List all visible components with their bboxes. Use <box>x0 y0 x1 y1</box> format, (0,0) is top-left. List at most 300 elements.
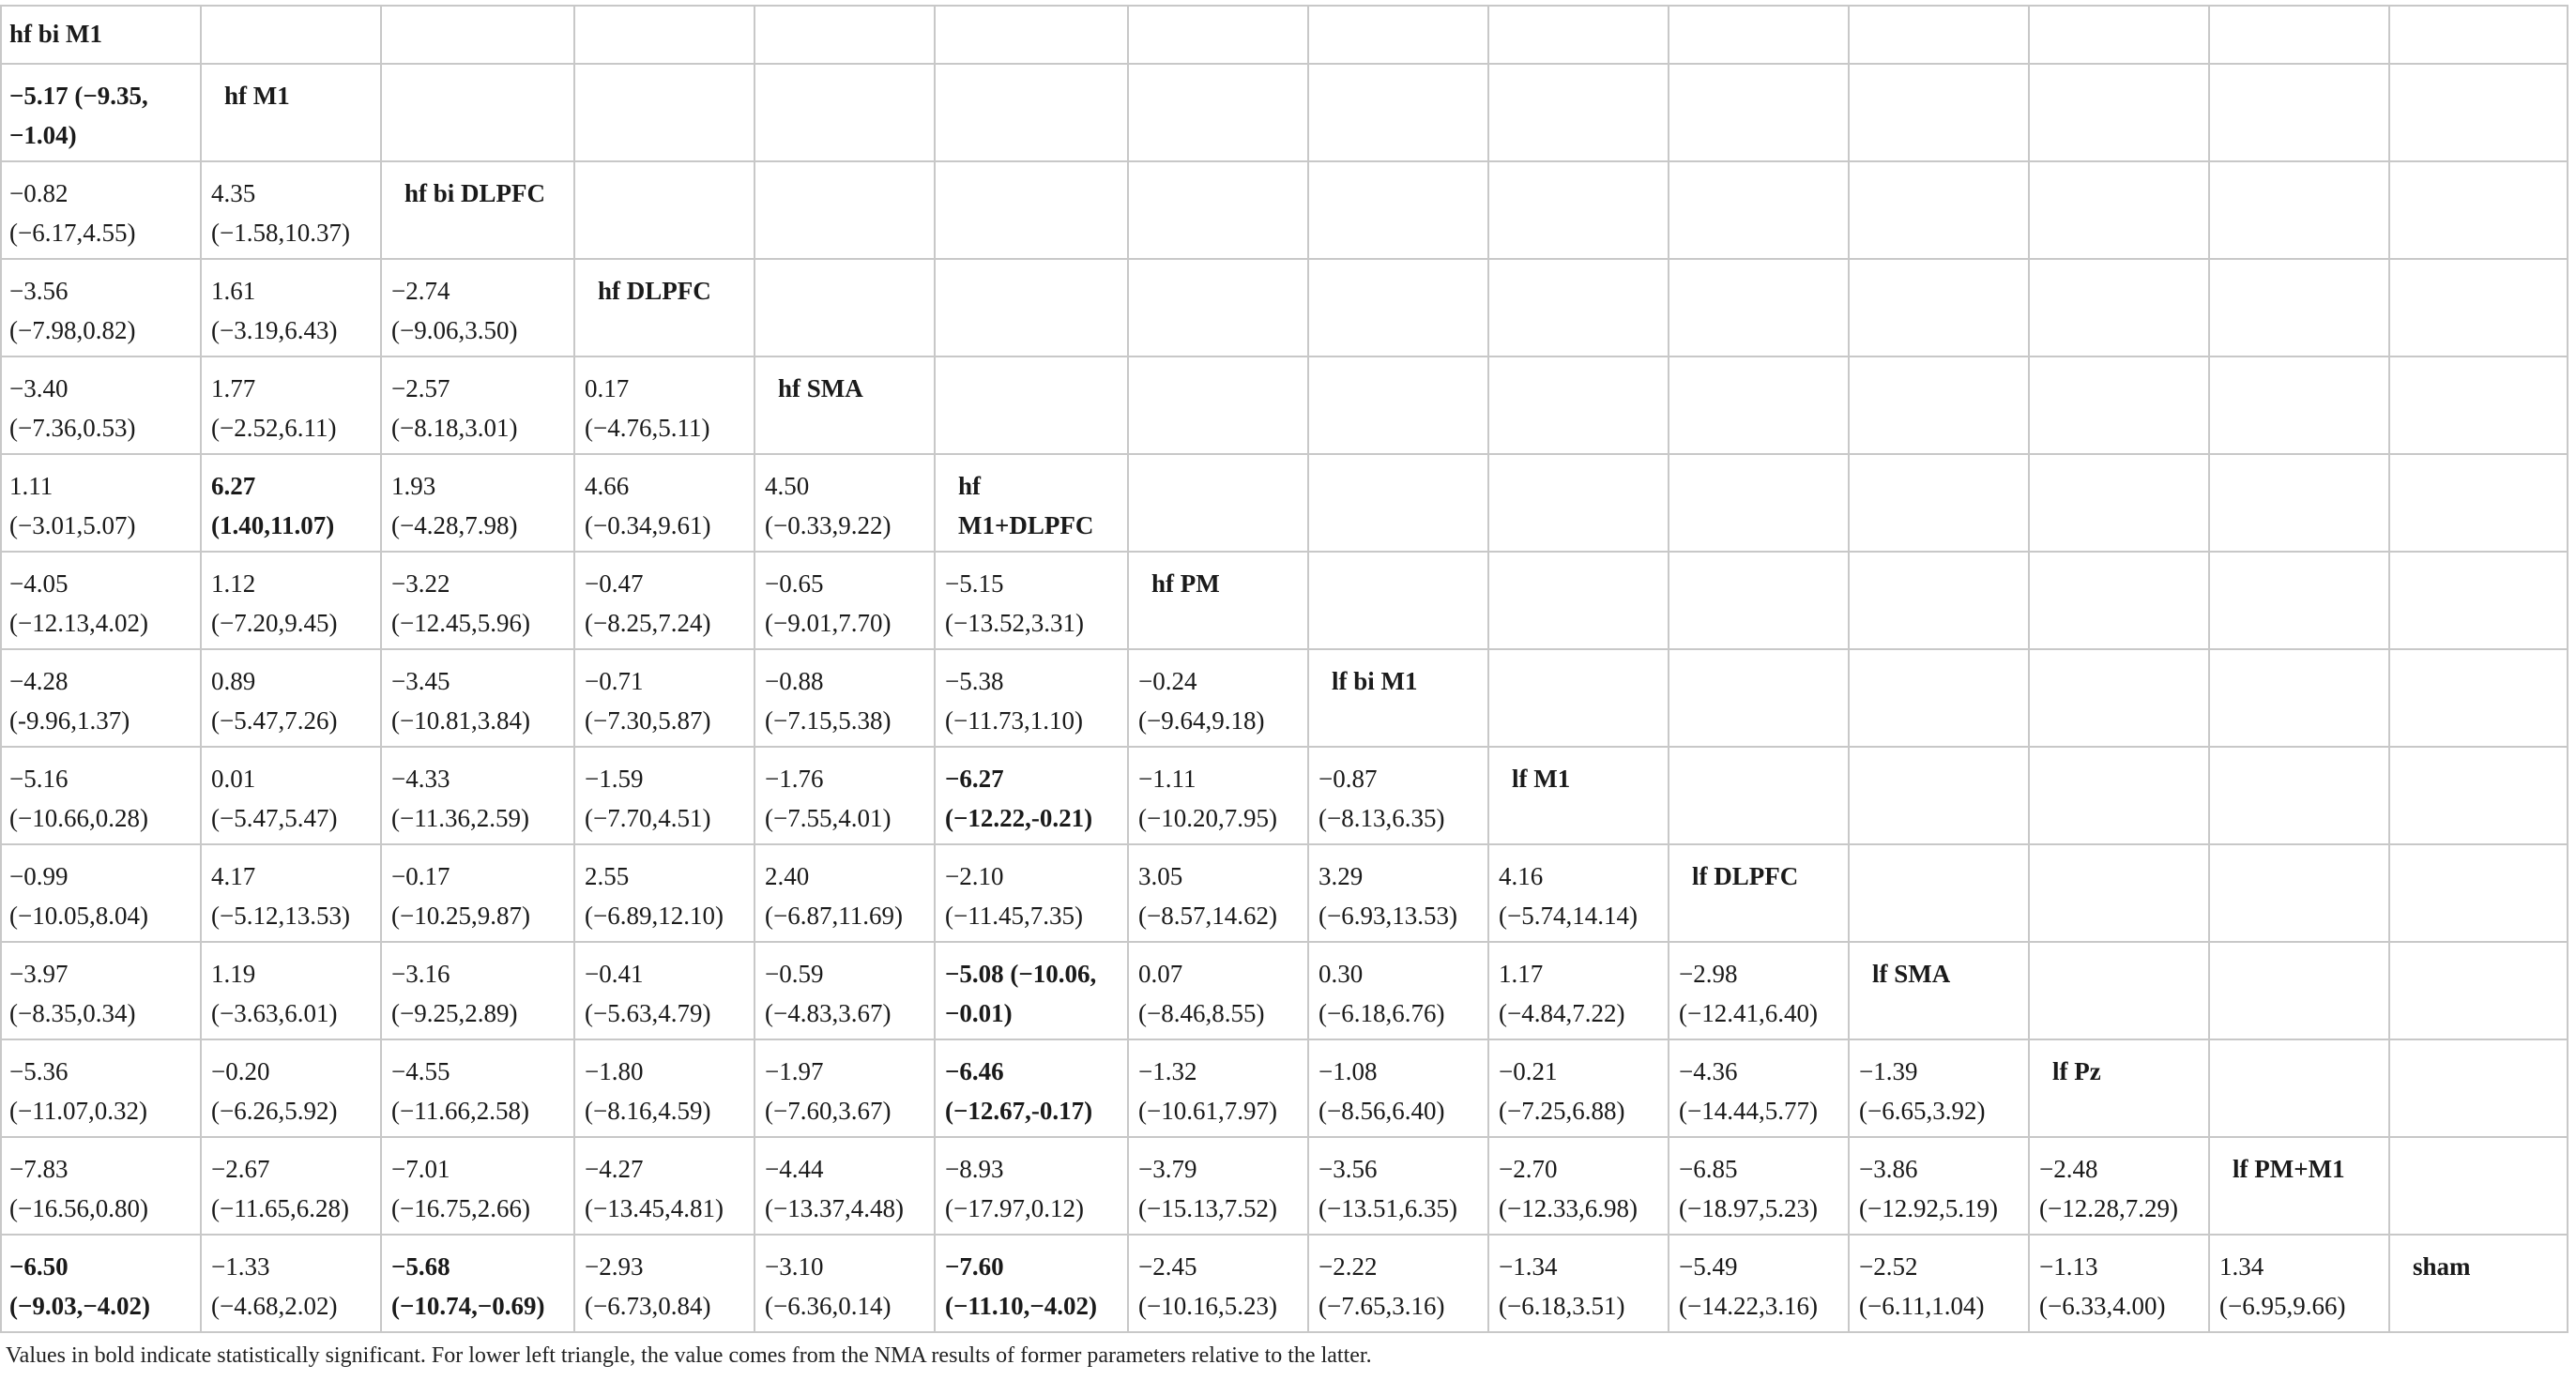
empty-cell <box>1849 64 2029 161</box>
confidence-interval: (−18.97,5.23) <box>1679 1194 1818 1222</box>
empty-cell <box>2389 6 2568 64</box>
empty-cell <box>1669 454 1849 552</box>
confidence-interval: (−13.37,4.48) <box>765 1194 904 1222</box>
confidence-interval: (−0.33,9.22) <box>765 511 892 539</box>
effect-estimate: −0.17 <box>391 862 450 890</box>
effect-estimate: −6.85 <box>1679 1155 1738 1183</box>
effect-estimate: −2.98 <box>1679 960 1738 988</box>
empty-cell <box>2389 1039 2568 1137</box>
effect-estimate: −3.16 <box>391 960 450 988</box>
confidence-interval: (−6.87,11.69) <box>765 902 903 930</box>
comparison-cell <box>1308 747 1488 844</box>
confidence-interval: (−7.20,9.45) <box>211 609 338 637</box>
effect-estimate: 3.29 <box>1318 862 1364 890</box>
table-row <box>1 6 2568 64</box>
empty-cell <box>2029 64 2209 161</box>
effect-estimate: −1.80 <box>585 1057 644 1085</box>
comparison-cell <box>935 552 1128 649</box>
empty-cell <box>1669 747 1849 844</box>
comparison-cell <box>935 1039 1128 1137</box>
confidence-interval: (−6.73,0.84) <box>585 1292 711 1320</box>
effect-estimate: −7.83 <box>9 1155 69 1183</box>
confidence-interval: (−11.10,−4.02) <box>945 1292 1098 1320</box>
effect-estimate: −0.59 <box>765 960 824 988</box>
comparison-cell <box>755 1137 935 1235</box>
treatment-label: lf DLPFC <box>1669 844 1849 942</box>
comparison-cell <box>574 552 755 649</box>
empty-cell <box>1669 259 1849 356</box>
confidence-interval: (−3.63,6.01) <box>211 999 338 1027</box>
table-row <box>1 747 2568 844</box>
effect-estimate: −0.21 <box>1499 1057 1558 1085</box>
comparison-cell <box>1849 1039 2029 1137</box>
comparison-cell <box>1128 1039 1308 1137</box>
empty-cell <box>1669 6 1849 64</box>
comparison-cell <box>1 1137 201 1235</box>
empty-cell <box>2209 649 2389 747</box>
comparison-cell <box>755 844 935 942</box>
effect-estimate: −8.93 <box>945 1155 1004 1183</box>
comparison-cell <box>1488 1137 1669 1235</box>
effect-estimate: 1.93 <box>391 472 436 500</box>
empty-cell <box>201 6 381 64</box>
confidence-interval: (−6.65,3.92) <box>1859 1097 1986 1125</box>
table-row <box>1 259 2568 356</box>
empty-cell <box>2209 64 2389 161</box>
empty-cell <box>1669 552 1849 649</box>
comparison-cell <box>381 1235 574 1332</box>
confidence-interval: (−0.34,9.61) <box>585 511 711 539</box>
empty-cell <box>755 259 935 356</box>
confidence-interval: (−14.22,3.16) <box>1679 1292 1818 1320</box>
effect-estimate: 2.55 <box>585 862 630 890</box>
empty-cell <box>2389 161 2568 259</box>
confidence-interval: (−13.52,3.31) <box>945 609 1084 637</box>
empty-cell <box>2209 161 2389 259</box>
effect-estimate: 4.16 <box>1499 862 1544 890</box>
treatment-label: hf PM <box>1128 552 1308 649</box>
confidence-interval: (−5.47,7.26) <box>211 706 338 735</box>
effect-estimate: −2.74 <box>391 277 450 305</box>
effect-estimate: −0.88 <box>765 667 824 695</box>
empty-cell <box>1849 649 2029 747</box>
effect-estimate: −0.87 <box>1318 765 1378 793</box>
confidence-interval: (−8.56,6.40) <box>1318 1097 1445 1125</box>
effect-estimate: 4.50 <box>765 472 810 500</box>
comparison-cell <box>1308 1137 1488 1235</box>
comparison-cell <box>574 649 755 747</box>
empty-cell <box>1488 259 1669 356</box>
empty-cell <box>1849 356 2029 454</box>
empty-cell <box>2209 1039 2389 1137</box>
comparison-cell <box>935 649 1128 747</box>
empty-cell <box>1849 259 2029 356</box>
effect-estimate: 1.77 <box>211 374 256 402</box>
effect-estimate: 0.89 <box>211 667 256 695</box>
empty-cell <box>1488 552 1669 649</box>
empty-cell <box>1669 161 1849 259</box>
comparison-cell <box>381 1137 574 1235</box>
comparison-cell <box>935 747 1128 844</box>
confidence-interval: (−11.73,1.10) <box>945 706 1083 735</box>
confidence-interval: (−7.98,0.82) <box>9 316 136 344</box>
comparison-cell <box>1128 649 1308 747</box>
effect-estimate: −1.39 <box>1859 1057 1918 1085</box>
effect-estimate: 1.61 <box>211 277 256 305</box>
confidence-interval: (−8.46,8.55) <box>1138 999 1265 1027</box>
treatment-label: hf bi DLPFC <box>381 161 574 259</box>
empty-cell <box>755 161 935 259</box>
confidence-interval: (−6.33,4.00) <box>2039 1292 2166 1320</box>
empty-cell <box>381 64 574 161</box>
confidence-interval: (−4.28,7.98) <box>391 511 518 539</box>
comparison-cell <box>1308 844 1488 942</box>
empty-cell <box>1849 844 2029 942</box>
effect-estimate: −1.76 <box>765 765 824 793</box>
effect-estimate: −6.27 <box>945 765 1004 793</box>
empty-cell <box>1308 161 1488 259</box>
empty-cell <box>755 6 935 64</box>
effect-estimate: −1.34 <box>1499 1252 1558 1281</box>
comparison-cell <box>1669 1235 1849 1332</box>
comparison-cell <box>201 552 381 649</box>
effect-estimate: −1.59 <box>585 765 644 793</box>
comparison-cell <box>1308 1039 1488 1137</box>
comparison-cell <box>381 356 574 454</box>
confidence-interval: (−7.65,3.16) <box>1318 1292 1445 1320</box>
effect-estimate: −2.93 <box>585 1252 644 1281</box>
comparison-cell <box>1488 844 1669 942</box>
comparison-cell <box>1128 942 1308 1039</box>
treatment-label: hf SMA <box>755 356 935 454</box>
comparison-cell <box>574 942 755 1039</box>
effect-estimate: −1.13 <box>2039 1252 2098 1281</box>
comparison-cell <box>2029 1137 2209 1235</box>
confidence-interval: (−11.45,7.35) <box>945 902 1083 930</box>
effect-estimate: 2.40 <box>765 862 810 890</box>
effect-estimate: −5.49 <box>1679 1252 1738 1281</box>
effect-estimate: −5.38 <box>945 667 1004 695</box>
empty-cell <box>2389 1137 2568 1235</box>
effect-estimate: −5.15 <box>945 569 1004 598</box>
confidence-interval: (−17.97,0.12) <box>945 1194 1084 1222</box>
comparison-cell <box>1669 1039 1849 1137</box>
confidence-interval: (−12.33,6.98) <box>1499 1194 1638 1222</box>
confidence-interval: (−12.28,7.29) <box>2039 1194 2178 1222</box>
comparison-cell <box>201 161 381 259</box>
empty-cell <box>1308 356 1488 454</box>
confidence-interval: (−10.20,7.95) <box>1138 804 1277 832</box>
empty-cell <box>2029 161 2209 259</box>
empty-cell <box>1669 649 1849 747</box>
effect-estimate: −6.50 <box>9 1252 69 1281</box>
comparison-cell <box>381 259 574 356</box>
confidence-interval: (-9.96,1.37) <box>9 706 130 735</box>
table-row <box>1 64 2568 161</box>
confidence-interval: (−6.18,6.76) <box>1318 999 1445 1027</box>
confidence-interval: (−7.36,0.53) <box>9 414 136 442</box>
effect-estimate: −1.33 <box>211 1252 270 1281</box>
confidence-interval: (−6.18,3.51) <box>1499 1292 1625 1320</box>
empty-cell <box>2209 356 2389 454</box>
comparison-cell <box>201 259 381 356</box>
effect-estimate: −3.56 <box>9 277 69 305</box>
confidence-interval: −1.04) <box>9 121 77 149</box>
effect-estimate: −4.44 <box>765 1155 824 1183</box>
empty-cell <box>1488 356 1669 454</box>
confidence-interval: (−9.06,3.50) <box>391 316 518 344</box>
empty-cell <box>2029 6 2209 64</box>
comparison-cell <box>1 454 201 552</box>
empty-cell <box>381 6 574 64</box>
confidence-interval: (−8.16,4.59) <box>585 1097 711 1125</box>
comparison-cell <box>1128 1137 1308 1235</box>
effect-estimate: 3.05 <box>1138 862 1183 890</box>
effect-estimate: −2.57 <box>391 374 450 402</box>
effect-estimate: −2.10 <box>945 862 1004 890</box>
comparison-cell <box>1 161 201 259</box>
table-row <box>1 1137 2568 1235</box>
empty-cell <box>2029 552 2209 649</box>
comparison-cell <box>1 64 201 161</box>
empty-cell <box>2029 454 2209 552</box>
comparison-cell <box>381 747 574 844</box>
confidence-interval: (−2.52,6.11) <box>211 414 337 442</box>
empty-cell <box>574 161 755 259</box>
table-row <box>1 1235 2568 1332</box>
confidence-interval: (−10.16,5.23) <box>1138 1292 1277 1320</box>
comparison-cell <box>1128 844 1308 942</box>
effect-estimate: 0.17 <box>585 374 630 402</box>
comparison-cell <box>1849 1137 2029 1235</box>
treatment-label: lf PM+M1 <box>2209 1137 2389 1235</box>
confidence-interval: (−12.92,5.19) <box>1859 1194 1998 1222</box>
effect-estimate: −6.46 <box>945 1057 1004 1085</box>
table-row <box>1 552 2568 649</box>
confidence-interval: (−11.36,2.59) <box>391 804 529 832</box>
treatment-label: lf SMA <box>1849 942 2029 1039</box>
effect-estimate: −5.16 <box>9 765 69 793</box>
empty-cell <box>1128 259 1308 356</box>
confidence-interval: (−1.58,10.37) <box>211 219 350 247</box>
confidence-interval: (−11.66,2.58) <box>391 1097 529 1125</box>
empty-cell <box>1308 552 1488 649</box>
empty-cell <box>1488 6 1669 64</box>
empty-cell <box>2389 649 2568 747</box>
confidence-interval: −0.01) <box>945 999 1013 1027</box>
comparison-cell <box>935 1235 1128 1332</box>
effect-estimate: −3.10 <box>765 1252 824 1281</box>
empty-cell <box>935 64 1128 161</box>
comparison-cell <box>1308 1235 1488 1332</box>
confidence-interval: (1.40,11.07) <box>211 511 335 539</box>
treatment-label: hf M1+DLPFC <box>935 454 1128 552</box>
treatment-label: lf Pz <box>2029 1039 2209 1137</box>
empty-cell <box>2029 649 2209 747</box>
empty-cell <box>2029 356 2209 454</box>
comparison-cell <box>201 1039 381 1137</box>
comparison-cell <box>201 454 381 552</box>
empty-cell <box>2389 259 2568 356</box>
effect-estimate: 6.27 <box>211 472 256 500</box>
comparison-cell <box>1488 942 1669 1039</box>
confidence-interval: (−13.51,6.35) <box>1318 1194 1457 1222</box>
comparison-cell <box>574 747 755 844</box>
effect-estimate: −3.22 <box>391 569 450 598</box>
comparison-cell <box>1 552 201 649</box>
effect-estimate: −0.47 <box>585 569 644 598</box>
empty-cell <box>2209 844 2389 942</box>
empty-cell <box>2209 942 2389 1039</box>
comparison-cell <box>574 454 755 552</box>
confidence-interval: (−12.67,-0.17) <box>945 1097 1093 1125</box>
empty-cell <box>1849 552 2029 649</box>
empty-cell <box>1128 64 1308 161</box>
comparison-cell <box>574 844 755 942</box>
effect-estimate: 1.12 <box>211 569 256 598</box>
confidence-interval: (−10.61,7.97) <box>1138 1097 1277 1125</box>
confidence-interval: (−7.30,5.87) <box>585 706 711 735</box>
confidence-interval: (−14.44,5.77) <box>1679 1097 1818 1125</box>
table-body <box>1 6 2568 1332</box>
empty-cell <box>755 64 935 161</box>
empty-cell <box>2029 844 2209 942</box>
effect-estimate: −1.11 <box>1138 765 1197 793</box>
comparison-cell <box>755 942 935 1039</box>
confidence-interval: (−4.76,5.11) <box>585 414 710 442</box>
comparison-cell <box>1308 942 1488 1039</box>
effect-estimate: −3.40 <box>9 374 69 402</box>
effect-estimate: −2.48 <box>2039 1155 2098 1183</box>
effect-estimate: 1.19 <box>211 960 256 988</box>
treatment-label: hf DLPFC <box>574 259 755 356</box>
comparison-cell <box>381 552 574 649</box>
confidence-interval: (−6.95,9.66) <box>2219 1292 2346 1320</box>
confidence-interval: (−6.11,1.04) <box>1859 1292 1985 1320</box>
confidence-interval: (−10.81,3.84) <box>391 706 530 735</box>
nma-league-table <box>0 5 2568 1333</box>
comparison-cell <box>574 356 755 454</box>
comparison-cell <box>935 1137 1128 1235</box>
comparison-cell <box>1128 747 1308 844</box>
comparison-cell <box>574 1137 755 1235</box>
confidence-interval: (−15.13,7.52) <box>1138 1194 1277 1222</box>
comparison-cell <box>1849 1235 2029 1332</box>
effect-estimate: −0.41 <box>585 960 644 988</box>
effect-estimate: −1.08 <box>1318 1057 1378 1085</box>
confidence-interval: (−5.74,14.14) <box>1499 902 1638 930</box>
confidence-interval: (−12.22,-0.21) <box>945 804 1093 832</box>
effect-estimate: −0.20 <box>211 1057 270 1085</box>
empty-cell <box>2389 747 2568 844</box>
empty-cell <box>2029 942 2209 1039</box>
comparison-cell <box>201 356 381 454</box>
empty-cell <box>1669 64 1849 161</box>
empty-cell <box>1128 161 1308 259</box>
comparison-cell <box>381 844 574 942</box>
effect-estimate: −0.82 <box>9 179 69 207</box>
comparison-cell <box>201 649 381 747</box>
comparison-cell <box>1669 942 1849 1039</box>
empty-cell <box>2209 6 2389 64</box>
empty-cell <box>2389 64 2568 161</box>
effect-estimate: 1.17 <box>1499 960 1544 988</box>
comparison-cell <box>1 649 201 747</box>
effect-estimate: −5.36 <box>9 1057 69 1085</box>
confidence-interval: (−16.75,2.66) <box>391 1194 530 1222</box>
confidence-interval: (−7.60,3.67) <box>765 1097 892 1125</box>
effect-estimate: −4.27 <box>585 1155 644 1183</box>
effect-estimate: −2.45 <box>1138 1252 1197 1281</box>
effect-estimate: 4.66 <box>585 472 630 500</box>
effect-estimate: 0.07 <box>1138 960 1183 988</box>
empty-cell <box>2389 454 2568 552</box>
comparison-cell <box>201 942 381 1039</box>
confidence-interval: (−12.45,5.96) <box>391 609 530 637</box>
effect-estimate: 0.01 <box>211 765 256 793</box>
comparison-cell <box>1669 1137 1849 1235</box>
empty-cell <box>1849 454 2029 552</box>
effect-estimate: −0.65 <box>765 569 824 598</box>
comparison-cell <box>755 1235 935 1332</box>
confidence-interval: (−13.45,4.81) <box>585 1194 724 1222</box>
effect-estimate: −1.32 <box>1138 1057 1197 1085</box>
empty-cell <box>1488 454 1669 552</box>
confidence-interval: (−7.15,5.38) <box>765 706 892 735</box>
confidence-interval: (−9.25,2.89) <box>391 999 518 1027</box>
confidence-interval: (−6.36,0.14) <box>765 1292 892 1320</box>
empty-cell <box>2389 356 2568 454</box>
confidence-interval: (−8.57,14.62) <box>1138 902 1277 930</box>
confidence-interval: (−3.19,6.43) <box>211 316 338 344</box>
comparison-cell <box>201 1137 381 1235</box>
confidence-interval: (−4.84,7.22) <box>1499 999 1625 1027</box>
empty-cell <box>1849 747 2029 844</box>
effect-estimate: −1.97 <box>765 1057 824 1085</box>
comparison-cell <box>1488 1235 1669 1332</box>
comparison-cell <box>1 844 201 942</box>
effect-estimate: −4.55 <box>391 1057 450 1085</box>
empty-cell <box>1128 356 1308 454</box>
confidence-interval: (−6.17,4.55) <box>9 219 136 247</box>
confidence-interval: (−7.70,4.51) <box>585 804 711 832</box>
empty-cell <box>935 356 1128 454</box>
comparison-cell <box>201 844 381 942</box>
confidence-interval: (−11.07,0.32) <box>9 1097 147 1125</box>
comparison-cell <box>381 1039 574 1137</box>
effect-estimate: −3.97 <box>9 960 69 988</box>
empty-cell <box>2029 747 2209 844</box>
comparison-cell <box>201 747 381 844</box>
confidence-interval: (−5.63,4.79) <box>585 999 711 1027</box>
confidence-interval: (−3.01,5.07) <box>9 511 136 539</box>
empty-cell <box>2209 747 2389 844</box>
table-row <box>1 844 2568 942</box>
confidence-interval: (−4.68,2.02) <box>211 1292 338 1320</box>
comparison-cell <box>755 552 935 649</box>
effect-estimate: −0.71 <box>585 667 644 695</box>
empty-cell <box>1308 259 1488 356</box>
effect-estimate: 4.35 <box>211 179 256 207</box>
comparison-cell <box>574 1235 755 1332</box>
empty-cell <box>574 64 755 161</box>
effect-estimate: −4.28 <box>9 667 69 695</box>
comparison-cell <box>381 454 574 552</box>
comparison-cell <box>1 747 201 844</box>
effect-estimate: −4.05 <box>9 569 69 598</box>
empty-cell <box>574 6 755 64</box>
effect-estimate: −2.70 <box>1499 1155 1558 1183</box>
